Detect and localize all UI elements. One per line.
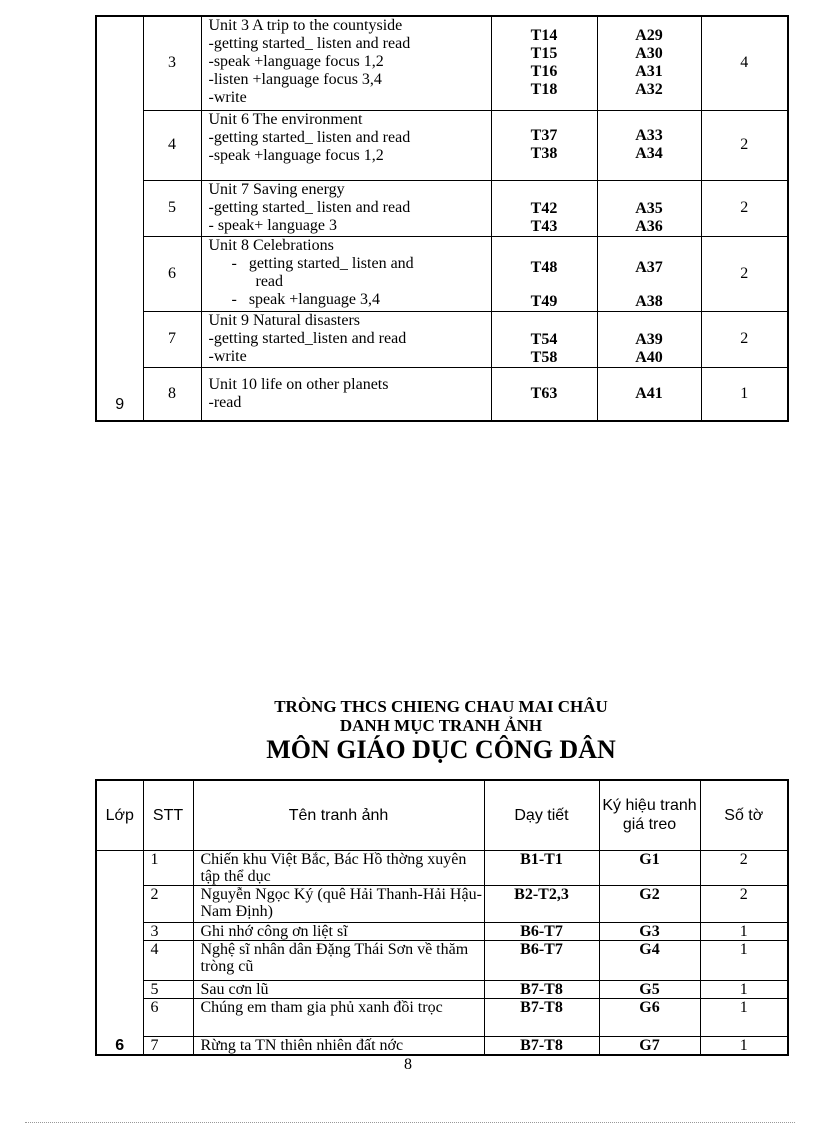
stt-cell: 6 <box>143 998 193 1036</box>
period-cell: T48 T49 <box>491 236 597 311</box>
grade6-table <box>95 779 789 1056</box>
school-name: TRÒNG THCS CHIENG CHAU MAI CHÂU <box>274 697 608 716</box>
stt-cell: 2 <box>143 885 193 922</box>
count-cell: 2 <box>701 110 788 180</box>
table-row <box>96 16 788 110</box>
col-header-stt: STT <box>143 780 193 850</box>
table-row <box>96 885 788 922</box>
count-cell: 1 <box>700 980 788 998</box>
symbol-cell: A37 A38 <box>597 236 701 311</box>
count-cell: 1 <box>701 367 788 421</box>
picture-cell: Sau cơn lũ <box>193 980 484 998</box>
table-row <box>96 367 788 421</box>
picture-cell: Nguyễn Ngọc Ký (quê Hải Thanh-Hải Hậu-Nam Định) <box>193 885 484 922</box>
lesson-cell: Unit 7 Saving energy -getting started_ listen and read - speak+ language 3 <box>201 180 491 236</box>
page-number: 8 <box>404 1056 412 1073</box>
count-cell: 2 <box>700 850 788 885</box>
lesson-cell: Unit 6 The environment -getting started_ listen and read -speak +language focus 1,2 <box>201 110 491 180</box>
period-cell: T63 <box>491 367 597 421</box>
subject-title: MÔN GIÁO DỤC CÔNG DÂN <box>266 735 616 764</box>
stt-cell: 3 <box>143 922 193 940</box>
count-cell: 1 <box>700 998 788 1036</box>
stt-cell: 7 <box>143 1036 193 1055</box>
symbol-cell: A29 A30 A31 A32 <box>597 16 701 110</box>
symbol-cell: G2 <box>599 885 700 922</box>
table-row <box>96 1036 788 1055</box>
stt-cell: 4 <box>143 940 193 980</box>
picture-cell: Ghi nhớ công ơn liệt sĩ <box>193 922 484 940</box>
count-cell: 4 <box>701 16 788 110</box>
table-row <box>96 922 788 940</box>
symbol-cell: A35 A36 <box>597 180 701 236</box>
col-header-count: Số tờ <box>700 780 788 850</box>
count-cell: 1 <box>700 1036 788 1055</box>
col-header-symbol: Ký hiệu tranh giá treo <box>599 780 700 850</box>
count-cell: 1 <box>700 940 788 980</box>
stt-cell: 5 <box>143 980 193 998</box>
period-cell: B6-T7 <box>484 922 599 940</box>
symbol-cell: A39 A40 <box>597 311 701 367</box>
symbol-cell: G1 <box>599 850 700 885</box>
picture-cell: Chúng em tham gia phủ xanh đồi trọc <box>193 998 484 1036</box>
lesson-cell: Unit 9 Natural disasters -getting started_listen and read -write <box>201 311 491 367</box>
col-header-period: Dạy tiết <box>484 780 599 850</box>
count-cell: 2 <box>700 885 788 922</box>
grade9-table <box>95 15 789 422</box>
picture-cell: Chiến khu Việt Bắc, Bác Hồ thờng xuyên tập thể dục <box>193 850 484 885</box>
catalog-title: DANH MỤC TRANH ẢNH <box>339 716 543 735</box>
count-cell: 2 <box>701 236 788 311</box>
symbol-cell: G3 <box>599 922 700 940</box>
table-row <box>96 940 788 980</box>
lesson-cell: Unit 3 A trip to the countyside -getting started_ listen and read -speak +language focus 1,2 -listen +language focus 3,4 -write <box>201 16 491 110</box>
period-cell: B2-T2,3 <box>484 885 599 922</box>
stt-cell: 1 <box>143 850 193 885</box>
symbol-cell: A33 A34 <box>597 110 701 180</box>
picture-cell: Nghệ sĩ nhân dân Đặng Thái Sơn về thăm tròng cũ <box>193 940 484 980</box>
table-row <box>96 311 788 367</box>
stt-cell: 4 <box>143 110 201 180</box>
period-cell: B1-T1 <box>484 850 599 885</box>
period-cell: B7-T8 <box>484 1036 599 1055</box>
stt-cell: 8 <box>143 367 201 421</box>
lesson-cell: Unit 10 life on other planets -read <box>201 367 491 421</box>
document-heading <box>95 697 787 765</box>
symbol-cell: G5 <box>599 980 700 998</box>
picture-cell: Rừng ta TN thiên nhiên đất nớc <box>193 1036 484 1055</box>
count-cell: 2 <box>701 311 788 367</box>
table-row <box>96 980 788 998</box>
count-cell: 2 <box>701 180 788 236</box>
table-row <box>96 180 788 236</box>
table-row <box>96 998 788 1036</box>
col-header-picture: Tên tranh ảnh <box>193 780 484 850</box>
period-cell: T54 T58 <box>491 311 597 367</box>
period-cell: T37 T38 <box>491 110 597 180</box>
symbol-cell: G6 <box>599 998 700 1036</box>
period-cell: B7-T8 <box>484 980 599 998</box>
table-row <box>96 110 788 180</box>
count-cell: 1 <box>700 922 788 940</box>
table-row <box>96 236 788 311</box>
period-cell: T14 T15 T16 T18 <box>491 16 597 110</box>
grade-cell: 9 <box>96 16 143 421</box>
col-header-grade: Lớp <box>96 780 143 850</box>
period-cell: B6-T7 <box>484 940 599 980</box>
period-cell: T42 T43 <box>491 180 597 236</box>
stt-cell: 5 <box>143 180 201 236</box>
lesson-cell: Unit 8 Celebrations - getting started_ listen and read - speak +language 3,4 <box>201 236 491 311</box>
symbol-cell: G4 <box>599 940 700 980</box>
symbol-cell: A41 <box>597 367 701 421</box>
symbol-cell: G7 <box>599 1036 700 1055</box>
stt-cell: 6 <box>143 236 201 311</box>
stt-cell: 7 <box>143 311 201 367</box>
table-header-row <box>96 780 788 850</box>
grade-cell: 6 <box>96 850 143 1055</box>
table-row <box>96 850 788 885</box>
stt-cell: 3 <box>143 16 201 110</box>
period-cell: B7-T8 <box>484 998 599 1036</box>
